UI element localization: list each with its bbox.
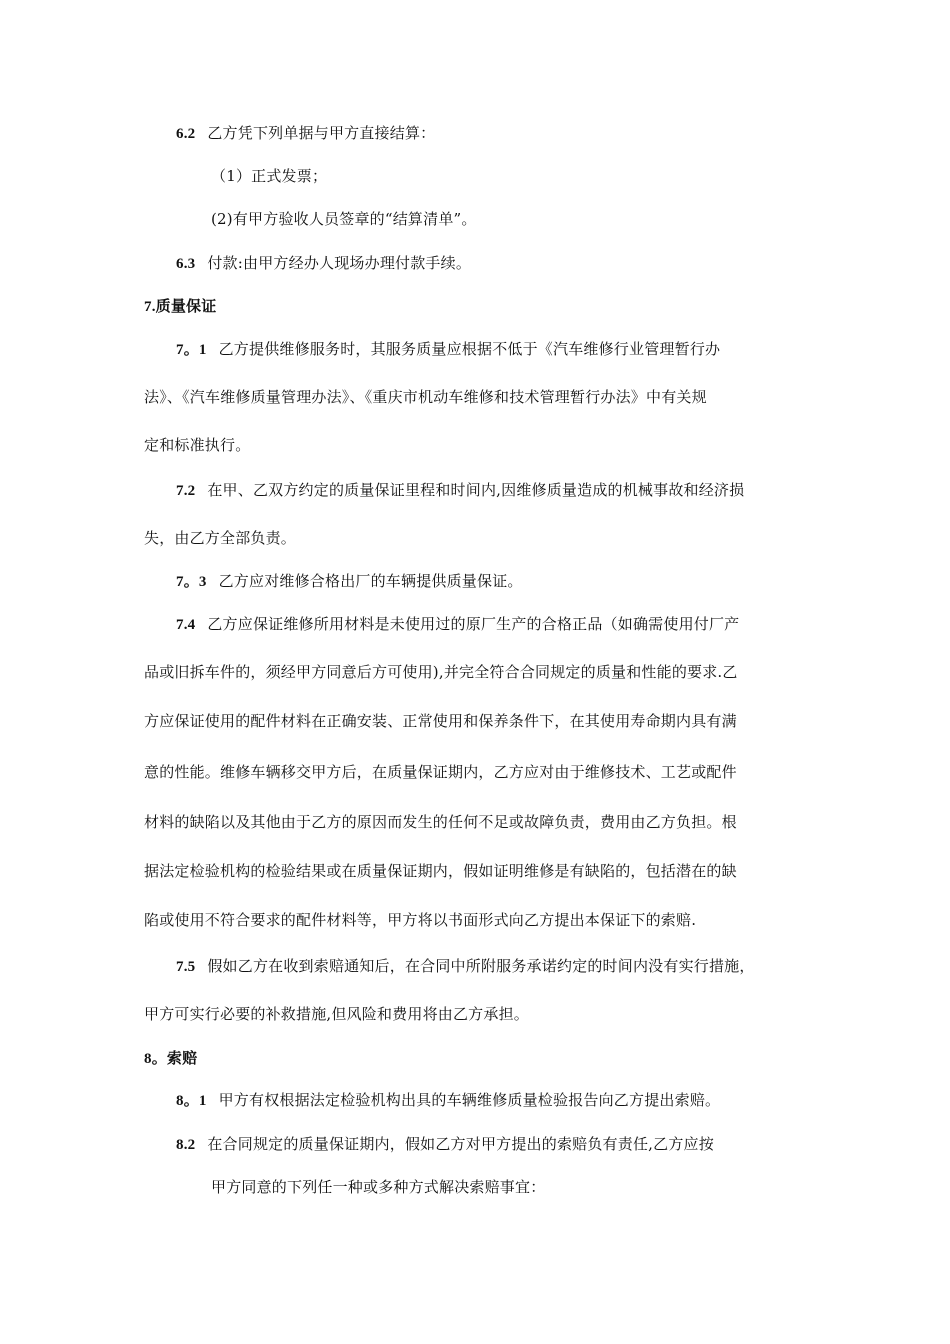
clause-7-4-line-7: 陷或使用不符合要求的配件材料等，甲方将以书面形式向乙方提出本保证下的索赔. bbox=[144, 911, 697, 929]
clause-text: 甲方有权根据法定检验机构出具的车辆维修质量检验报告向乙方提出索赔。 bbox=[218, 1091, 721, 1109]
clause-number: 7。3 bbox=[176, 574, 207, 590]
clause-7-3 bbox=[176, 571, 523, 592]
clause-8-2-line-2: 甲方同意的下列任一种或多种方式解决索赔事宜： bbox=[211, 1178, 546, 1196]
clause-number: 7.4 bbox=[176, 617, 196, 633]
clause-text: 付款:由甲方经办人现场办理付款手续。 bbox=[207, 254, 472, 272]
section-title: 质量保证 bbox=[155, 297, 217, 315]
section-heading-7 bbox=[144, 296, 216, 317]
clause-7-4-line-4: 意的性能。维修车辆移交甲方后，在质量保证期内，乙方应对由于维修技术、工艺或配件 bbox=[144, 763, 737, 781]
clause-text: 乙方应对维修合格出厂的车辆提供质量保证。 bbox=[218, 572, 523, 590]
section-heading-8 bbox=[144, 1048, 197, 1069]
clause-7-4-line-2: 品或旧拆车件的，须经甲方同意后方可使用),并完全符合合同规定的质量和性能的要求.乙 bbox=[144, 663, 738, 681]
clause-7-1-line-2: 法》、《汽车维修质量管理办法》、《重庆市机动车维修和技术管理暂行办法》中有关规 bbox=[144, 388, 707, 406]
clause-number: 8。1 bbox=[176, 1093, 207, 1109]
clause-6-2-item-1: （1）正式发票； bbox=[211, 167, 328, 185]
clause-7-4-line-3: 方应保证使用的配件材料在正确安装、正常使用和保养条件下，在其使用寿命期内具有满 bbox=[144, 712, 737, 730]
clause-text: 乙方提供维修服务时，其服务质量应根据不低于《汽车维修行业管理暂行办 bbox=[218, 340, 721, 358]
clause-7-1-line-1 bbox=[176, 339, 720, 360]
clause-7-5-line-2: 甲方可实行必要的补救措施,但风险和费用将由乙方承担。 bbox=[144, 1005, 529, 1023]
clause-6-2-item-2: (2)有甲方验收人员签章的“结算清单”。 bbox=[211, 210, 477, 228]
clause-number: 8.2 bbox=[176, 1137, 196, 1153]
clause-text: 乙方凭下列单据与甲方直接结算： bbox=[207, 124, 436, 142]
clause-8-1 bbox=[176, 1090, 720, 1111]
section-title: 索赔 bbox=[166, 1049, 198, 1067]
section-number: 7. bbox=[144, 299, 156, 315]
clause-number: 6.3 bbox=[176, 256, 196, 272]
clause-7-4-line-6: 据法定检验机构的检验结果或在质量保证期内，假如证明维修是有缺陷的，包括潜在的缺 bbox=[144, 862, 737, 880]
clause-7-2-line-2: 失，由乙方全部负责。 bbox=[144, 529, 297, 547]
clause-text: 乙方应保证维修所用材料是未使用过的原厂生产的合格正品（如确需使用付厂产 bbox=[207, 615, 740, 633]
clause-number: 7.5 bbox=[176, 959, 196, 975]
clause-6-2 bbox=[176, 123, 435, 144]
section-number: 8。 bbox=[144, 1051, 167, 1067]
clause-8-2-line-1 bbox=[176, 1134, 714, 1155]
clause-number: 7。1 bbox=[176, 342, 207, 358]
clause-number: 7.2 bbox=[176, 483, 196, 499]
clause-6-3 bbox=[176, 253, 471, 274]
clause-text: 假如乙方在收到索赔通知后，在合同中所附服务承诺约定的时间内没有实行措施， bbox=[207, 957, 755, 975]
clause-text: 在合同规定的质量保证期内，假如乙方对甲方提出的索赔负有责任,乙方应按 bbox=[207, 1135, 714, 1153]
clause-number: 6.2 bbox=[176, 126, 196, 142]
clause-7-2-line-1 bbox=[176, 480, 744, 501]
clause-7-4-line-1 bbox=[176, 614, 739, 635]
clause-7-1-line-3: 定和标准执行。 bbox=[144, 436, 251, 454]
clause-text: 在甲、乙双方约定的质量保证里程和时间内,因维修质量造成的机械事故和经济损 bbox=[207, 481, 745, 499]
clause-7-4-line-5: 材料的缺陷以及其他由于乙方的原因而发生的任何不足或故障负责，费用由乙方负担。根 bbox=[144, 813, 737, 831]
clause-7-5-line-1 bbox=[176, 956, 755, 977]
